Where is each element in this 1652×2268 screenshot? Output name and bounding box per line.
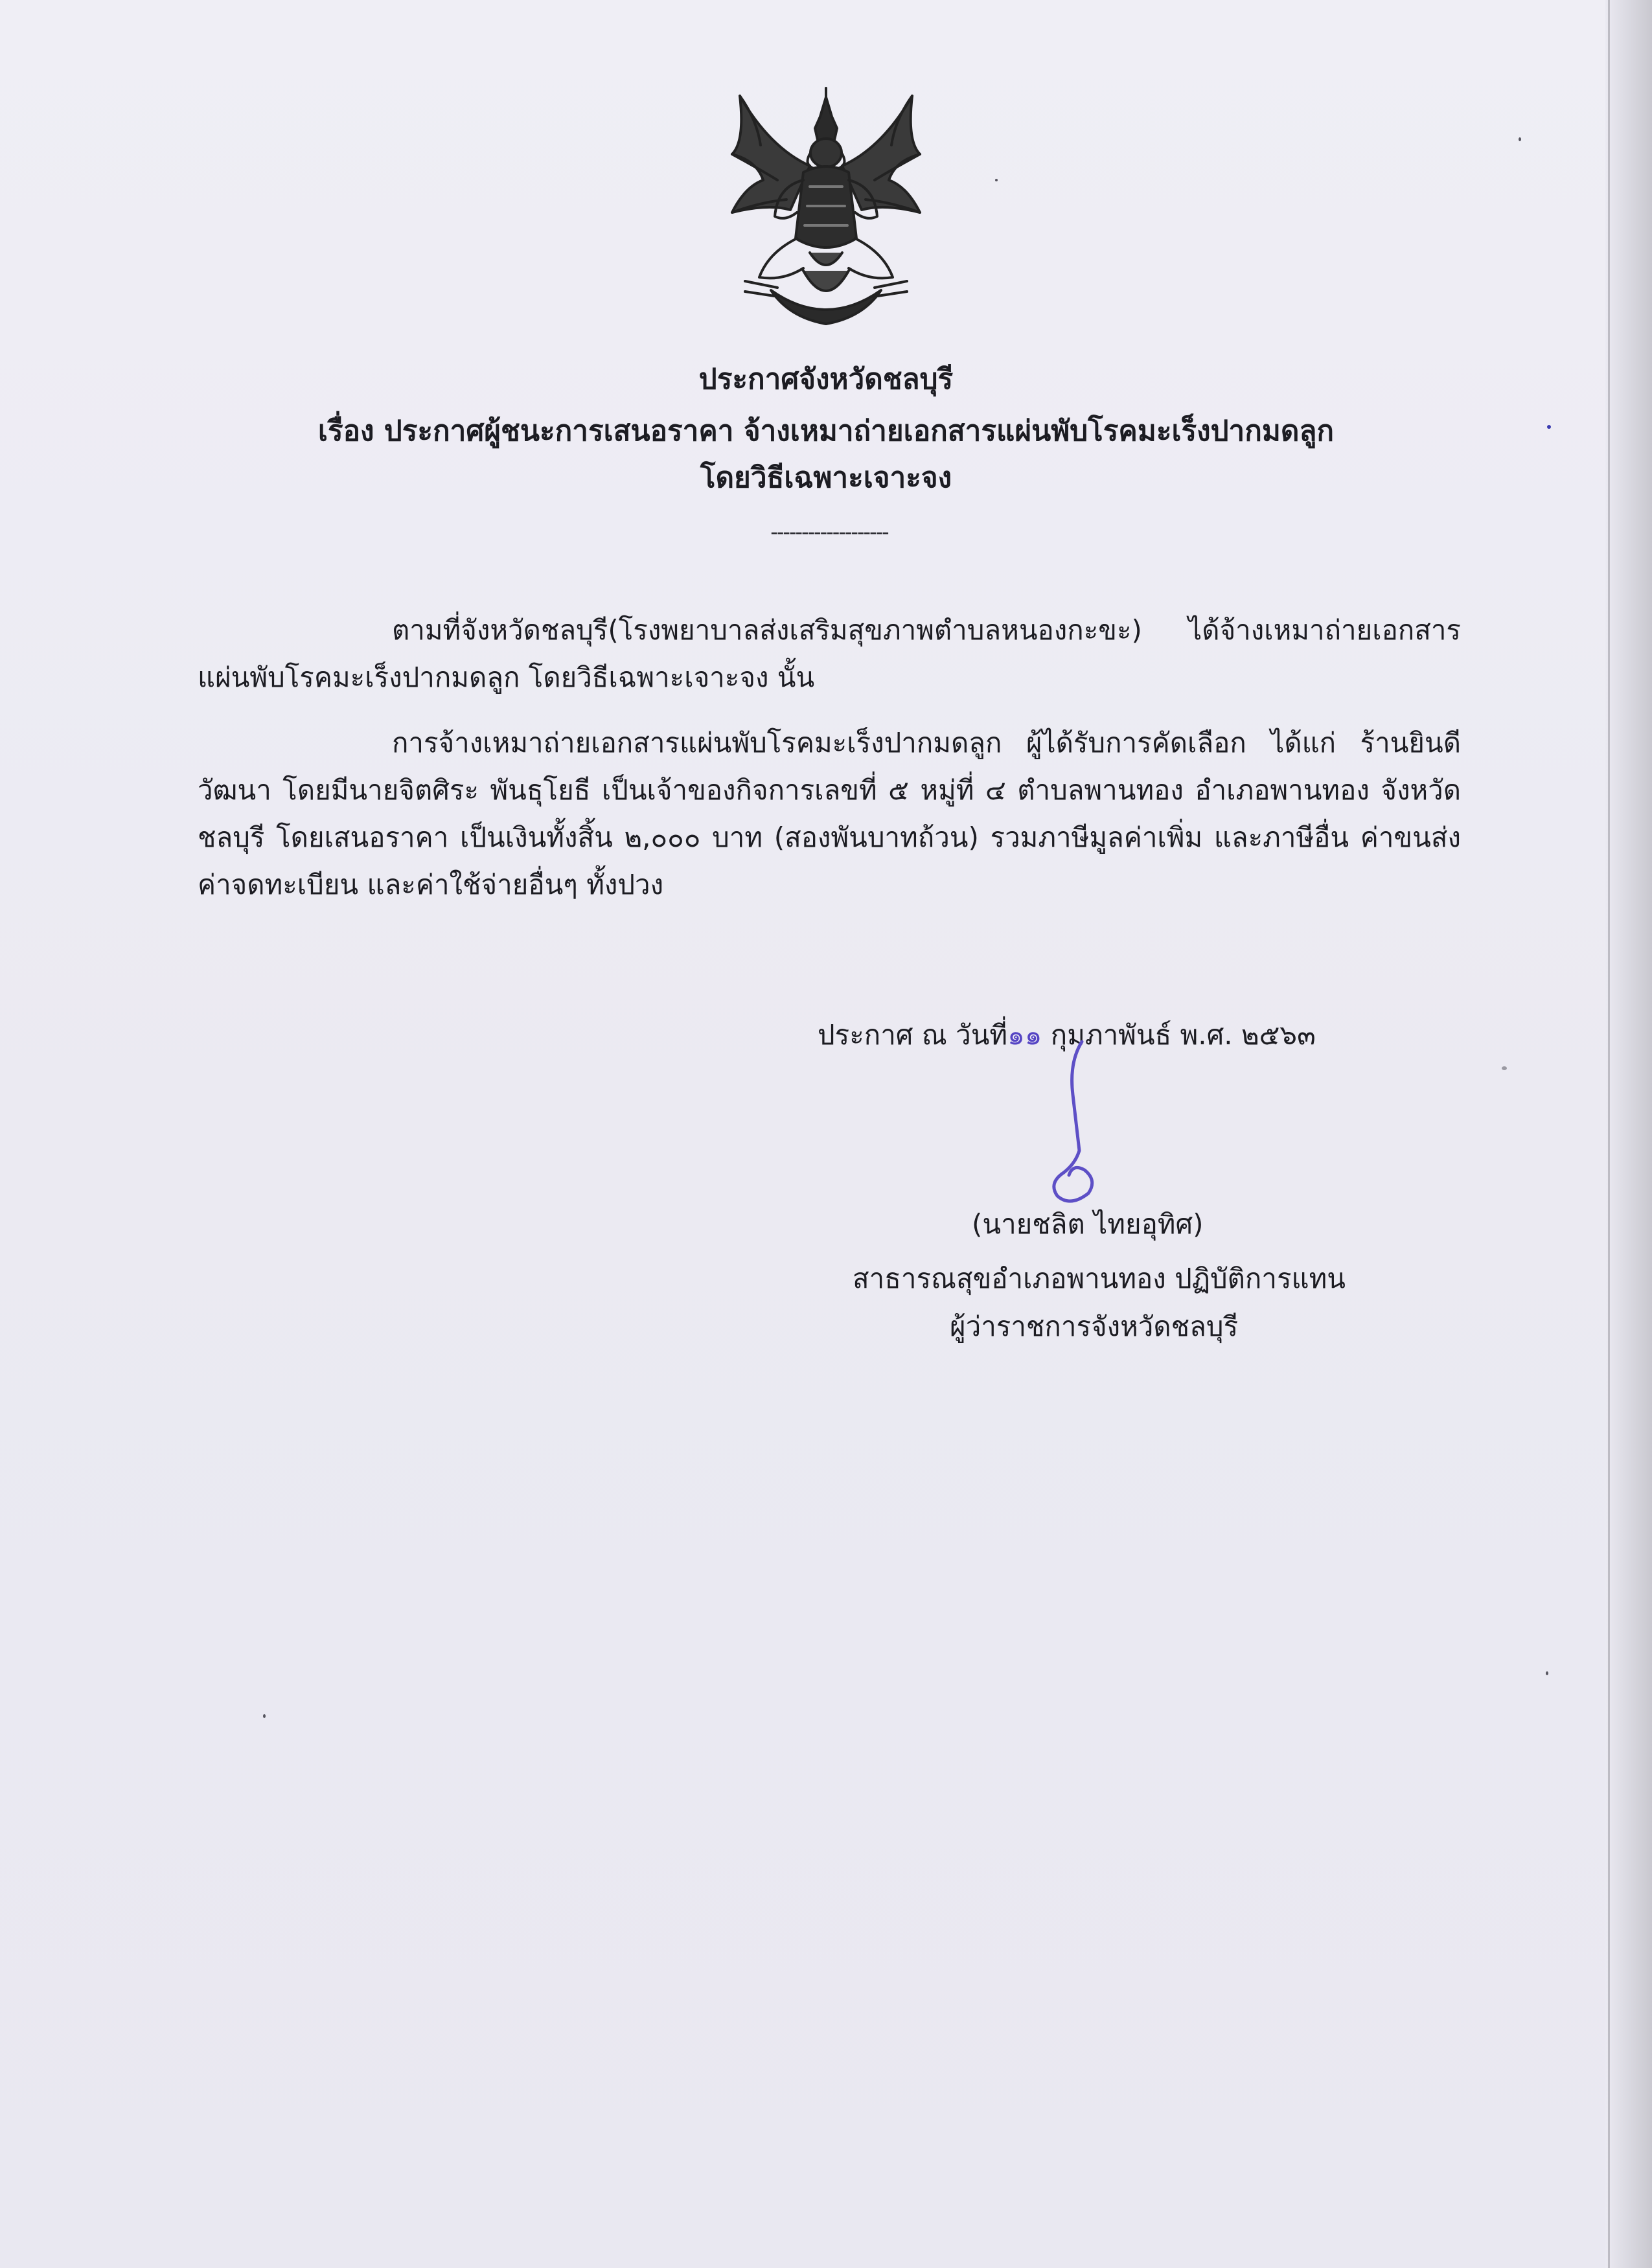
scan-speck xyxy=(1546,1671,1548,1675)
date-prefix: ประกาศ ณ วันที่ xyxy=(818,1019,1008,1051)
scan-edge-shadow xyxy=(1605,0,1652,2268)
scan-speck xyxy=(263,1714,266,1718)
signatory-position: สาธารณสุขอำเภอพานทอง ปฏิบัติการแทน xyxy=(853,1263,1346,1294)
signatory-acting-for: ผู้ว่าราชการจังหวัดชลบุรี xyxy=(950,1311,1239,1342)
scan-speck xyxy=(995,179,998,181)
scan-speck xyxy=(1519,137,1521,141)
date-day-handwritten: ๑๑ xyxy=(1007,1019,1042,1051)
announcement-title: ประกาศจังหวัดชลบุรี xyxy=(698,363,954,396)
date-month-year: กุมภาพันธ์ พ.ศ. ๒๕๖๓ xyxy=(1050,1019,1316,1051)
procurement-method: โดยวิธีเฉพาะเจาะจง xyxy=(700,461,952,494)
scan-speck xyxy=(1502,1066,1507,1070)
scan-edge-line xyxy=(1608,0,1610,2268)
signatory-name: (นายชลิต ไทยอุทิศ) xyxy=(972,1208,1204,1240)
garuda-emblem-icon xyxy=(706,83,946,342)
handwritten-signature xyxy=(1030,1037,1114,1218)
scan-speck xyxy=(1547,425,1551,429)
announcement-subject: เรื่อง ประกาศผู้ชนะการเสนอราคา จ้างเหมาถ่ายเอกสารแผ่นพับโรคมะเร็งปากมดลูก xyxy=(317,415,1335,448)
body-paragraph-1: ตามที่จังหวัดชลบุรี(โรงพยาบาลส่งเสริมสุขภาพตำบลหนองกะขะ) ได้จ้างเหมาถ่ายเอกสารแผ่นพับโรคมะเร็งปากมดลูก โดยวิธีเฉพาะเจาะจง นั้น xyxy=(198,614,1461,693)
body-paragraph-2: การจ้างเหมาถ่ายเอกสารแผ่นพับโรคมะเร็งปากมดลูก ผู้ได้รับการคัดเลือก ได้แก่ ร้านยินดีวัฒนา โดยมีนายจิตศิระ พันธุโยธี เป็นเจ้าของกิจการเลขที่ ๕ หมู่ที่ ๔ ตำบลพานทอง อำเภอพานทอง จังหวัดชลบุรี โดยเสนอราคา เป็นเงินทั้งสิ้น ๒,๐๐๐ บาท (สองพันบาทถ้วน) รวมภาษีมูลค่าเพิ่ม และภาษีอื่น ค่าขนส่ง ค่าจดทะเบียน และค่าใช้จ่ายอื่นๆ ทั้งปวง xyxy=(198,727,1461,900)
title-divider: ------------------- xyxy=(770,520,888,544)
